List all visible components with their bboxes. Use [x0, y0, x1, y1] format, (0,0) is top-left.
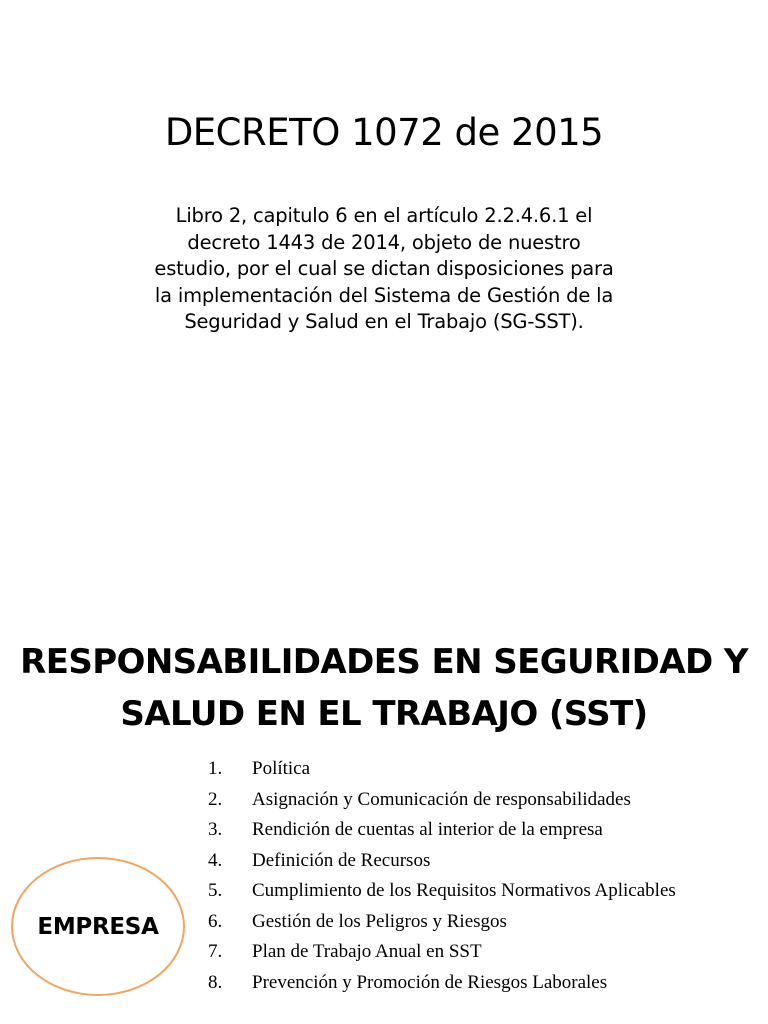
title-line: SALUD EN EL TRABAJO (SST) [120, 694, 648, 734]
list-item [202, 787, 752, 812]
body-line: Libro 2, capitulo 6 en el artículo 2.2.4.6.1 el [175, 204, 593, 227]
list-item [202, 756, 752, 781]
list-item [202, 909, 752, 934]
item-number: 5. [208, 880, 223, 901]
item-number: 6. [208, 910, 223, 932]
item-number: 7. [208, 941, 223, 962]
slide-responsabilidades [0, 576, 768, 1024]
item-text: Prevención y Promoción de Riesgos Laborales [252, 971, 608, 993]
body-line: Seguridad y Salud en el Trabajo (SG-SST). [184, 310, 584, 333]
item-number: 4. [208, 849, 223, 871]
item-text: Gestión de los Peligros y Riesgos [252, 910, 507, 932]
item-text: Cumplimiento de los Requisitos Normativos Aplicables [252, 880, 676, 901]
list-item [202, 939, 752, 964]
item-number: 1. [208, 758, 223, 779]
body-line: decreto 1443 de 2014, objeto de nuestro [187, 230, 581, 254]
item-number: 8. [208, 971, 223, 993]
item-number: 3. [208, 819, 223, 840]
item-number: 2. [208, 788, 223, 810]
list-item [202, 817, 752, 842]
responsibility-list [202, 756, 752, 1000]
item-text: Política [252, 758, 311, 779]
item-text: Definición de Recursos [252, 849, 431, 871]
ellipse-label: EMPRESA [37, 913, 159, 940]
list-item [202, 848, 752, 873]
item-text: Plan de Trabajo Anual en SST [252, 941, 482, 962]
slide-body [104, 203, 664, 336]
empresa-ellipse [11, 857, 185, 996]
item-text: Asignación y Comunicación de responsabilidades [252, 788, 631, 810]
list-item [202, 970, 752, 995]
item-text: Rendición de cuentas al interior de la empresa [252, 819, 603, 840]
slide-title: DECRETO 1072 de 2015 [164, 111, 604, 154]
body-line: estudio, por el cual se dictan disposiciones para [154, 257, 614, 280]
body-line: la implementación del Sistema de Gestión de la [154, 283, 614, 307]
title-line: RESPONSABILIDADES EN SEGURIDAD Y [20, 642, 748, 682]
list-item [202, 878, 752, 903]
slide-title [0, 636, 768, 740]
